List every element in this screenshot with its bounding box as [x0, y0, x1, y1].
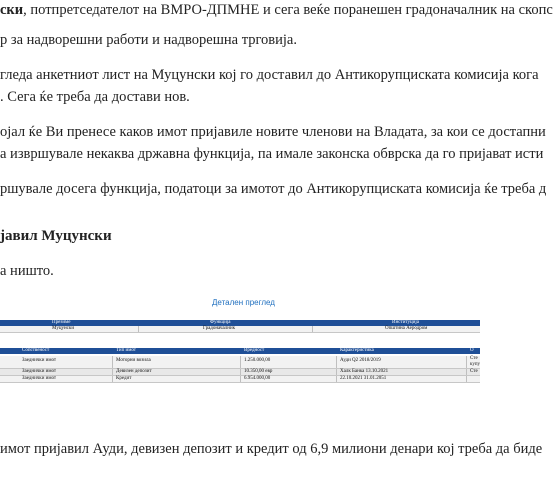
header-extra: О	[470, 348, 474, 353]
top-data-row	[0, 326, 480, 333]
article-line-7: ршувале досега функција, податоци за имотот до Антикорупциската комисија ќе треба д	[0, 181, 547, 197]
cell-value: 1.250.000,00	[244, 358, 271, 363]
cell-institution: Општина Аеродром	[385, 326, 428, 331]
cell-surname: Муцунски	[52, 326, 74, 331]
author-name: ски	[0, 2, 24, 18]
table-row	[0, 376, 480, 383]
cell-characteristic: 22.10.2021 31.01.2051	[340, 376, 387, 381]
cell-ownership: Заеднички имот	[22, 358, 57, 363]
cell-extra-2: купу	[470, 362, 481, 367]
table-title-link[interactable]: Детален преглед	[212, 298, 275, 307]
cell-extra: Сте	[470, 356, 478, 361]
cell-extra: Сте	[470, 369, 478, 374]
table-row	[0, 369, 480, 376]
table-row	[0, 356, 480, 369]
article-line-6: а извршувале некаква државна функција, па имале законска обврска да го пријават исти	[0, 146, 544, 162]
header-surname: Презиме	[52, 320, 71, 325]
cell-ownership: Заеднички имот	[22, 369, 57, 374]
cell-value: 10.350,00 евр	[244, 369, 273, 374]
detail-header-row	[0, 348, 480, 354]
article-text: , потпретседателот на ВМРО-ДПМНЕ и сега веќе поранешен градоначалник на скопс	[23, 2, 553, 18]
cell-function: Градоначалник	[203, 326, 236, 331]
header-characteristic: Карактеристика	[340, 348, 374, 353]
article-line-4: . Сега ќе треба да достави нов.	[0, 89, 190, 105]
cell-value: 6.954.000,00	[244, 376, 271, 381]
article-line-3: гледа анкетниот лист на Муцунски кој го доставил до Антикорупциската комисија кога	[0, 67, 539, 83]
section-subtext: а ништо.	[0, 263, 54, 279]
cell-property-type: Девизен депозит	[116, 369, 152, 374]
article-line-1	[0, 1, 553, 19]
section-subheading: јавил Муцунски	[0, 228, 112, 244]
article-line-2: р за надворешни работи и надворешна трговија.	[0, 32, 297, 48]
article-line-footer: имот пријавил Ауди, девизен депозит и кредит од 6,9 милиони денари кој треба да биде	[0, 441, 543, 457]
cell-property-type: Кредит	[116, 376, 132, 381]
cell-property-type: Моторни возила	[116, 358, 151, 363]
article-line-5: ојал ќе Ви пренесе каков имот пријавиле новите членови на Владата, за кои се достапни	[0, 124, 546, 140]
header-property-type: Тип имот	[116, 348, 136, 353]
header-function: Функција	[210, 320, 231, 325]
cell-characteristic: Халк Банка 13.10.2021	[340, 369, 389, 374]
cell-ownership: Заеднички имот	[22, 376, 57, 381]
header-institution: Институција	[392, 320, 419, 325]
cell-characteristic: Ауди Q2 2018/2019	[340, 358, 381, 363]
header-value: Вредност	[244, 348, 265, 353]
header-ownership: Сопственост	[22, 348, 50, 353]
